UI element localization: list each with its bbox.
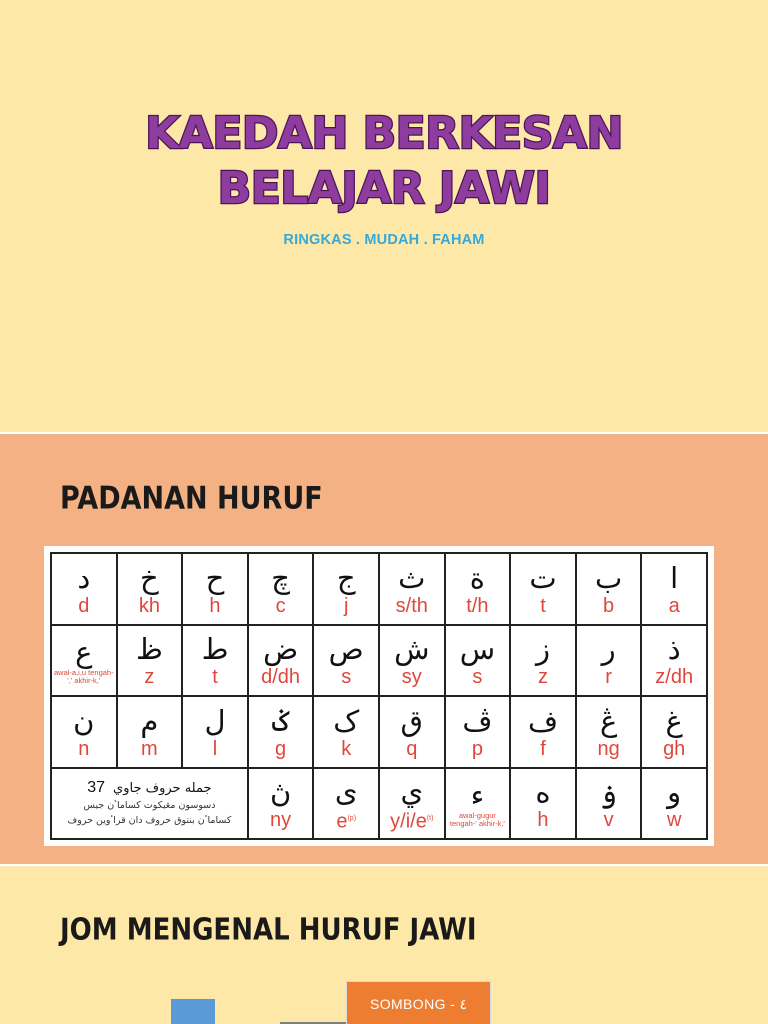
roman-letter: t	[212, 666, 218, 689]
roman-letter: d/dh	[261, 666, 301, 689]
jawi-glyph: ل	[204, 703, 226, 738]
roman-letter: a	[668, 594, 680, 617]
letter-cell	[314, 769, 380, 841]
letter-cell	[183, 697, 249, 769]
roman-letter: ng	[597, 737, 620, 760]
jawi-glyph: س	[459, 632, 496, 667]
letter-cell	[380, 697, 446, 769]
roman-letter: l	[212, 737, 218, 760]
roman-letter: gh	[663, 737, 686, 760]
letter-cell	[446, 697, 512, 769]
letter-table-slide[interactable]	[0, 434, 768, 864]
jawi-glyph: ف	[527, 703, 559, 738]
roman-letter: w	[666, 809, 682, 832]
slide-title	[0, 106, 768, 216]
jawi-glyph: ب	[594, 560, 623, 595]
jawi-glyph: ظ	[135, 632, 163, 667]
letter-cell	[118, 697, 184, 769]
slide-heading: PADANAN HURUF	[60, 481, 323, 517]
blue-tile[interactable]	[171, 999, 215, 1024]
roman-letter: s	[472, 666, 483, 689]
pronunciation-note: awal-gugur tengah-' akhir-k,'	[449, 810, 505, 829]
letter-cell	[511, 769, 577, 841]
roman-letter: p	[471, 737, 483, 760]
title-line-1: KAEDAH BERKESAN	[145, 108, 623, 159]
jawi-glyph: ۏ	[600, 775, 618, 810]
slide-subtitle: RINGKAS . MUDAH . FAHAM	[283, 232, 485, 248]
letter-cell	[511, 697, 577, 769]
letter-cell	[314, 697, 380, 769]
jawi-glyph: ڠ	[599, 703, 618, 738]
letter-cell	[249, 554, 315, 626]
roman-letter: f	[540, 737, 546, 760]
letter-cell	[314, 626, 380, 698]
letter-cell	[52, 626, 118, 698]
letter-cell	[118, 554, 184, 626]
roman-letter: h	[209, 594, 221, 617]
letter-cell	[52, 697, 118, 769]
letter-count: 37	[87, 779, 106, 797]
slide-heading: JOM MENGENAL HURUF JAWI	[60, 913, 477, 948]
letter-cell	[577, 554, 643, 626]
letter-cell	[183, 554, 249, 626]
info-line-2: کساماٴن بنتوق حروف دان قراٴوين حروف	[67, 815, 232, 827]
jawi-glyph: ص	[328, 632, 364, 667]
sombong-button[interactable]: SOMBONG - ٤	[346, 981, 491, 1024]
letter-cell	[577, 626, 643, 698]
letter-cell	[380, 769, 446, 841]
roman-letter: z	[537, 666, 548, 689]
roman-letter: sy	[401, 666, 422, 689]
roman-letter: t/h	[466, 594, 489, 617]
jawi-glyph: ڽ	[269, 775, 292, 810]
jawi-glyph: چ	[271, 560, 290, 595]
jawi-glyph: ط	[201, 632, 229, 667]
roman-letter: h	[537, 809, 549, 832]
roman-letter: z/dh	[655, 666, 694, 689]
jawi-glyph: و	[667, 775, 682, 810]
roman-letter: g	[275, 737, 287, 760]
jawi-glyph: ى	[334, 773, 358, 808]
jawi-glyph: ح	[205, 560, 225, 595]
jawi-glyph: ݢ	[272, 703, 290, 738]
letter-cell	[183, 626, 249, 698]
jawi-glyph: د	[77, 560, 91, 595]
roman-letter: s/th	[395, 594, 428, 617]
info-title-text: جمله حروف جاوي	[113, 781, 212, 797]
roman-letter: q	[406, 737, 418, 760]
roman-letter: s	[341, 666, 352, 689]
jawi-glyph: ک	[333, 703, 360, 738]
letter-cell	[380, 554, 446, 626]
title-line-2: BELAJAR JAWI	[217, 163, 551, 214]
letter-cell	[577, 769, 643, 841]
letter-cell	[446, 769, 512, 841]
roman-letter: z	[144, 666, 155, 689]
roman-letter: b	[603, 594, 615, 617]
jawi-glyph: ء	[470, 777, 485, 812]
roman-letter: r	[605, 666, 612, 689]
roman-letter: k	[341, 737, 352, 760]
jawi-glyph: ش	[394, 632, 430, 667]
pronunciation-note: awal-a,i,u tengah-',' akhir-k,'	[53, 667, 114, 686]
letter-cell	[380, 626, 446, 698]
info-line-1: دسوسون مڠيکوت کساماٴن جيس	[83, 800, 216, 812]
letter-cell	[642, 554, 708, 626]
roman-letter: kh	[138, 594, 160, 617]
superscript-note: (p)	[347, 814, 357, 822]
jawi-glyph: ث	[398, 560, 426, 595]
jawi-glyph: ي	[400, 773, 424, 808]
letter-cell	[249, 626, 315, 698]
jawi-glyph: ز	[535, 632, 550, 667]
letter-cell	[52, 554, 118, 626]
jawi-glyph: خ	[140, 560, 159, 595]
intro-slide[interactable]	[0, 866, 768, 1024]
jawi-glyph: ض	[263, 632, 299, 667]
letter-cell	[249, 769, 315, 841]
info-title	[87, 779, 211, 797]
letter-cell	[314, 554, 380, 626]
letter-cell	[118, 626, 184, 698]
letter-cell	[249, 697, 315, 769]
letter-cell	[511, 554, 577, 626]
jawi-glyph: ڤ	[462, 703, 493, 738]
roman-letter: v	[603, 809, 614, 832]
jawi-glyph: ذ	[667, 632, 681, 667]
jawi-glyph: ن	[73, 703, 95, 738]
jawi-glyph: ر	[601, 632, 616, 667]
jawi-glyph: ا	[670, 560, 679, 595]
roman-letter: d	[78, 594, 90, 617]
jawi-glyph: م	[140, 703, 159, 738]
letter-cell	[446, 626, 512, 698]
jawi-glyph: ة	[469, 560, 485, 595]
roman-letter: $y/i/e^{(t)}$	[390, 810, 434, 833]
roman-letter: j	[343, 594, 349, 617]
info-cell	[52, 769, 249, 841]
letter-cell	[642, 769, 708, 841]
jawi-glyph: ج	[336, 560, 356, 595]
roman-letter: m	[141, 737, 158, 760]
jawi-letter-grid	[50, 552, 708, 840]
title-slide[interactable]	[0, 0, 768, 432]
roman-letter: $e^{(p)}$	[336, 810, 357, 833]
letter-cell	[446, 554, 512, 626]
roman-letter: t	[540, 594, 546, 617]
jawi-glyph: ت	[529, 560, 557, 595]
jawi-glyph: ه	[535, 775, 551, 810]
roman-letter: n	[78, 737, 90, 760]
roman-letter: ny	[270, 809, 292, 832]
letter-cell	[577, 697, 643, 769]
superscript-note: (t)	[426, 814, 434, 822]
letter-cell	[642, 626, 708, 698]
jawi-glyph: غ	[665, 703, 683, 738]
letter-cell	[642, 697, 708, 769]
jawi-glyph: ق	[400, 703, 424, 738]
jawi-glyph: ع	[75, 634, 93, 669]
jawi-letter-chart	[44, 546, 714, 846]
letter-cell	[511, 626, 577, 698]
roman-letter: c	[275, 594, 286, 617]
